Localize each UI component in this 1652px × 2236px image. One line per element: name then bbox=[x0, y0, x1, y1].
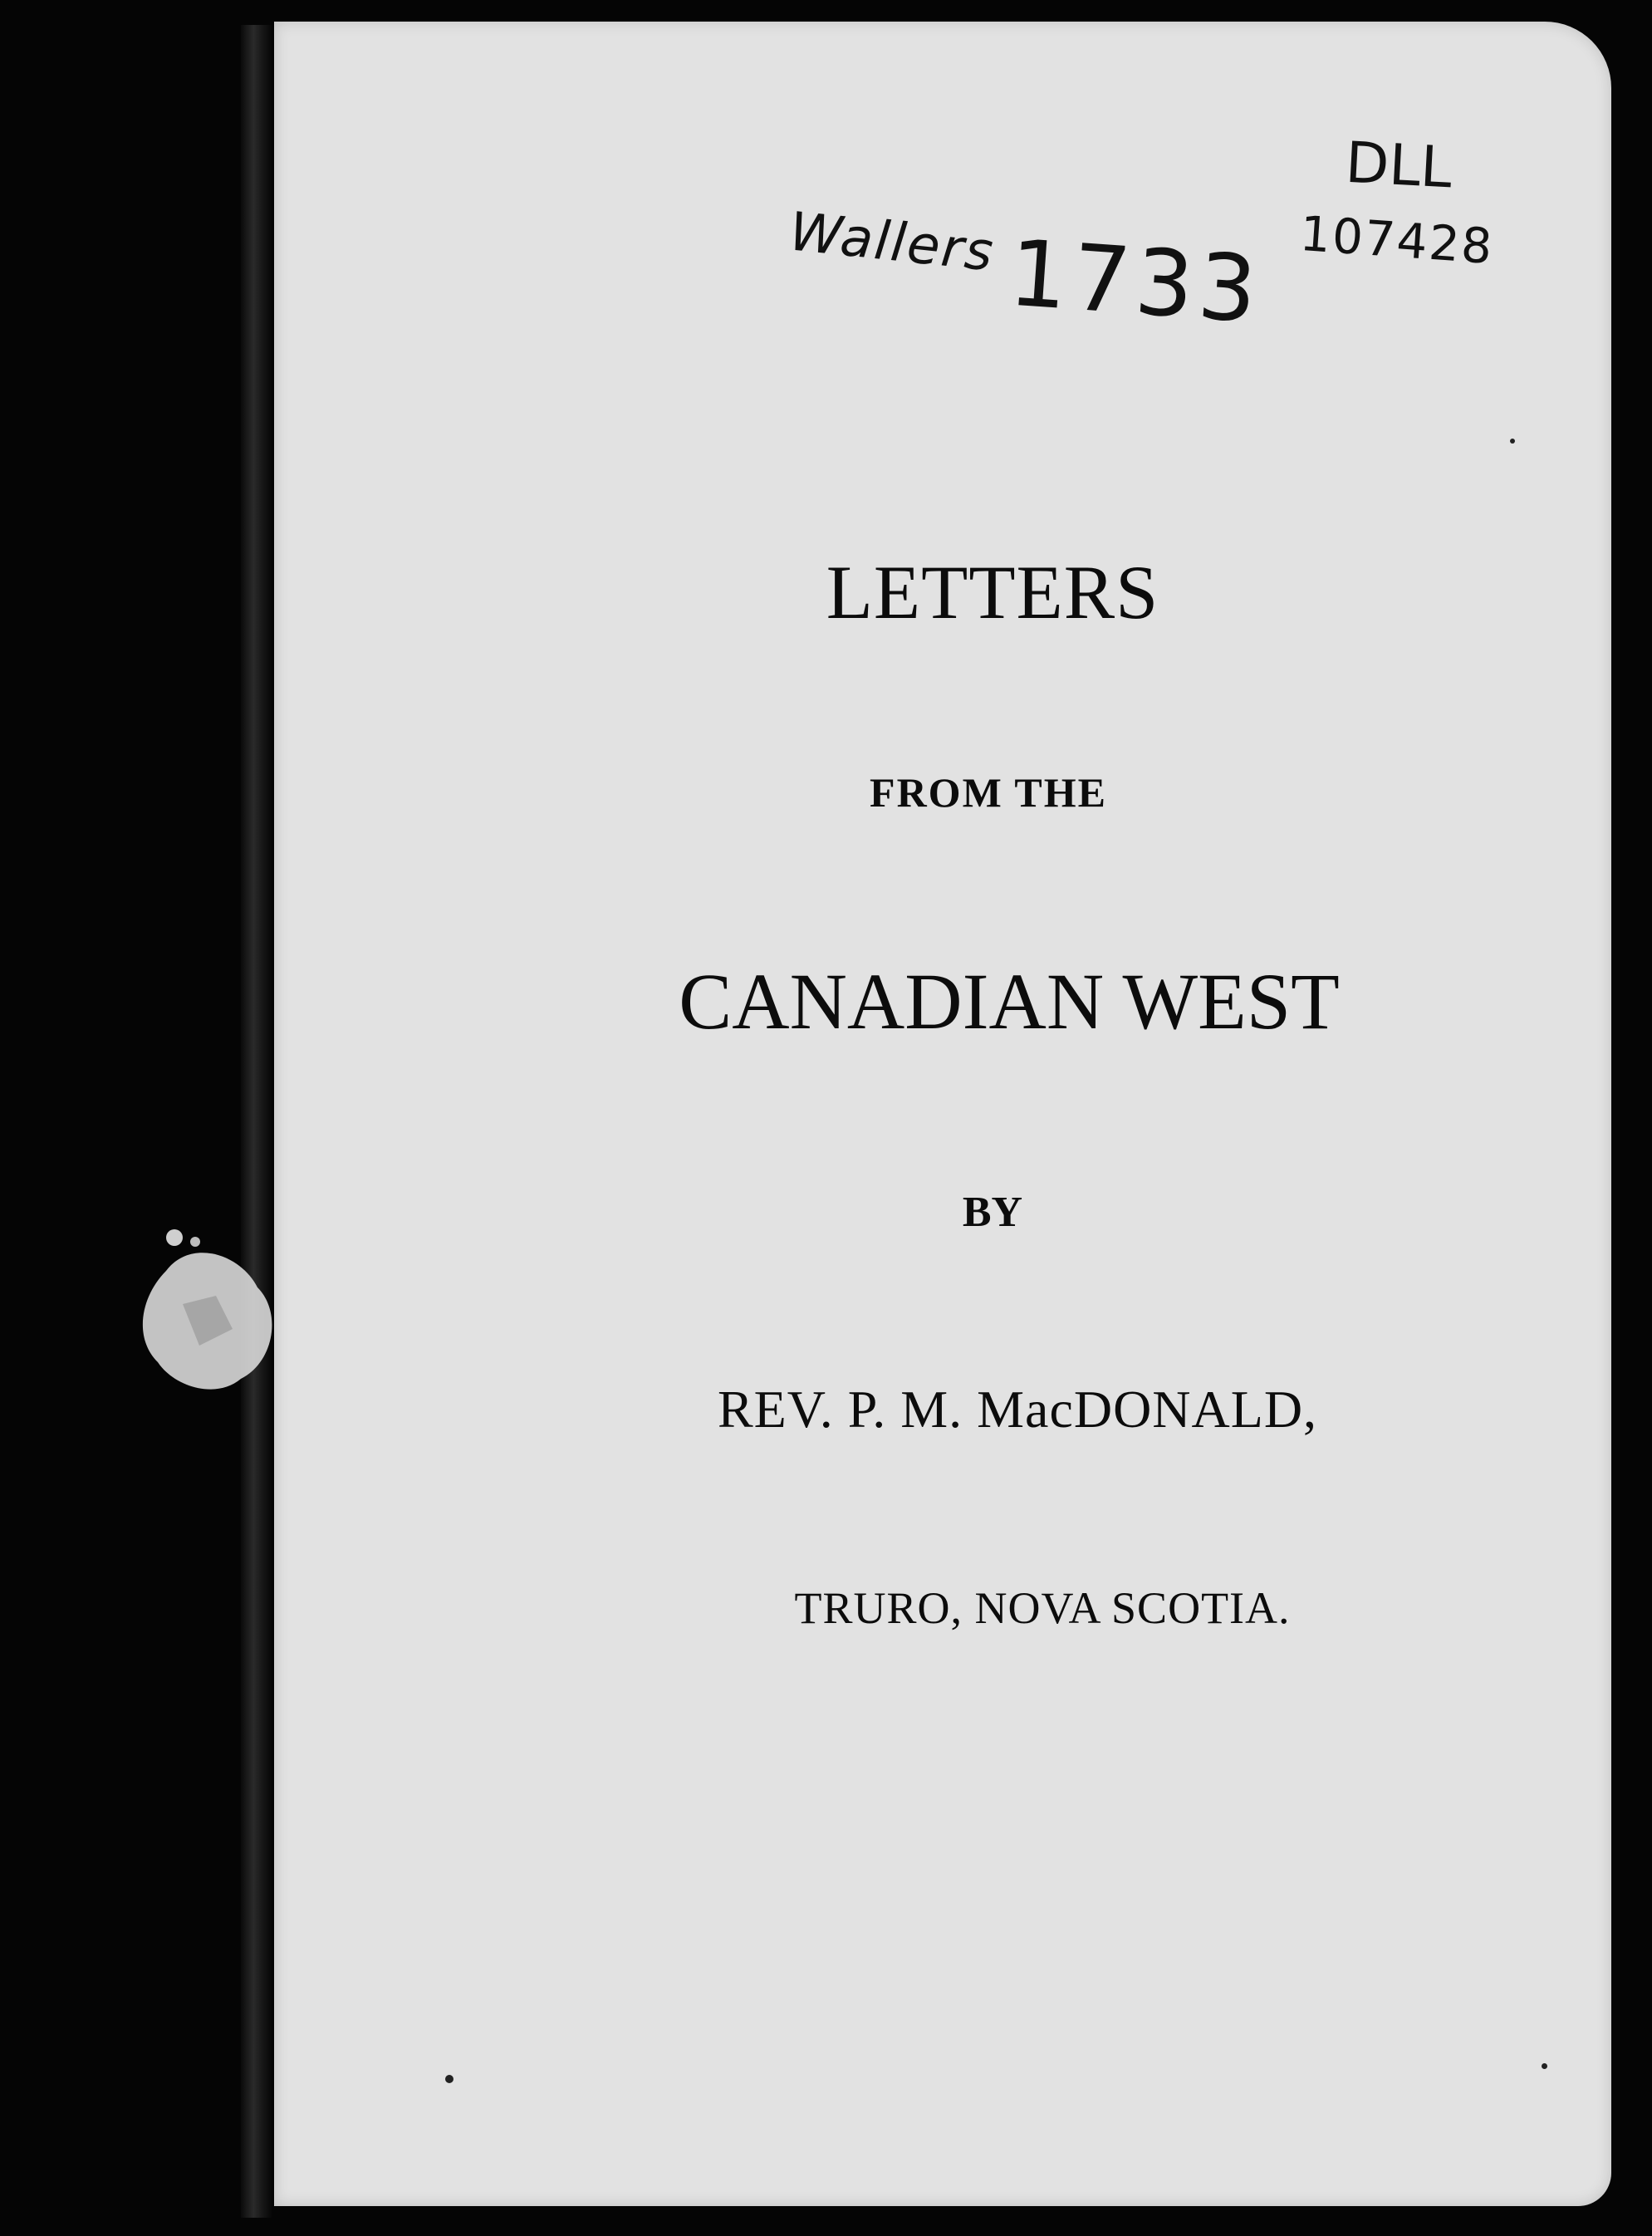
title-by: BY bbox=[962, 1189, 1023, 1236]
paper-speck bbox=[445, 2075, 453, 2083]
handwritten-collector-note: Wallers bbox=[786, 201, 998, 284]
author-name: REV. P. M. MacDONALD, bbox=[717, 1380, 1318, 1439]
paper-speck bbox=[1510, 439, 1515, 444]
title-canadian-west: CANADIAN WEST bbox=[679, 957, 1340, 1046]
title-from-the: FROM THE bbox=[870, 769, 1107, 816]
handwritten-library-code: DLL bbox=[1344, 130, 1454, 202]
publication-place: TRURO, NOVA SCOTIA. bbox=[794, 1583, 1291, 1633]
paper-speck bbox=[1542, 2063, 1547, 2069]
book-spine bbox=[241, 25, 272, 2218]
torn-paper-fragment bbox=[116, 1221, 299, 1412]
title-page bbox=[274, 22, 1611, 2206]
handwritten-catalogue-number: 1733 bbox=[1005, 219, 1266, 344]
handwritten-accession-number: 107428 bbox=[1297, 204, 1496, 276]
title-letters: LETTERS bbox=[826, 550, 1159, 635]
